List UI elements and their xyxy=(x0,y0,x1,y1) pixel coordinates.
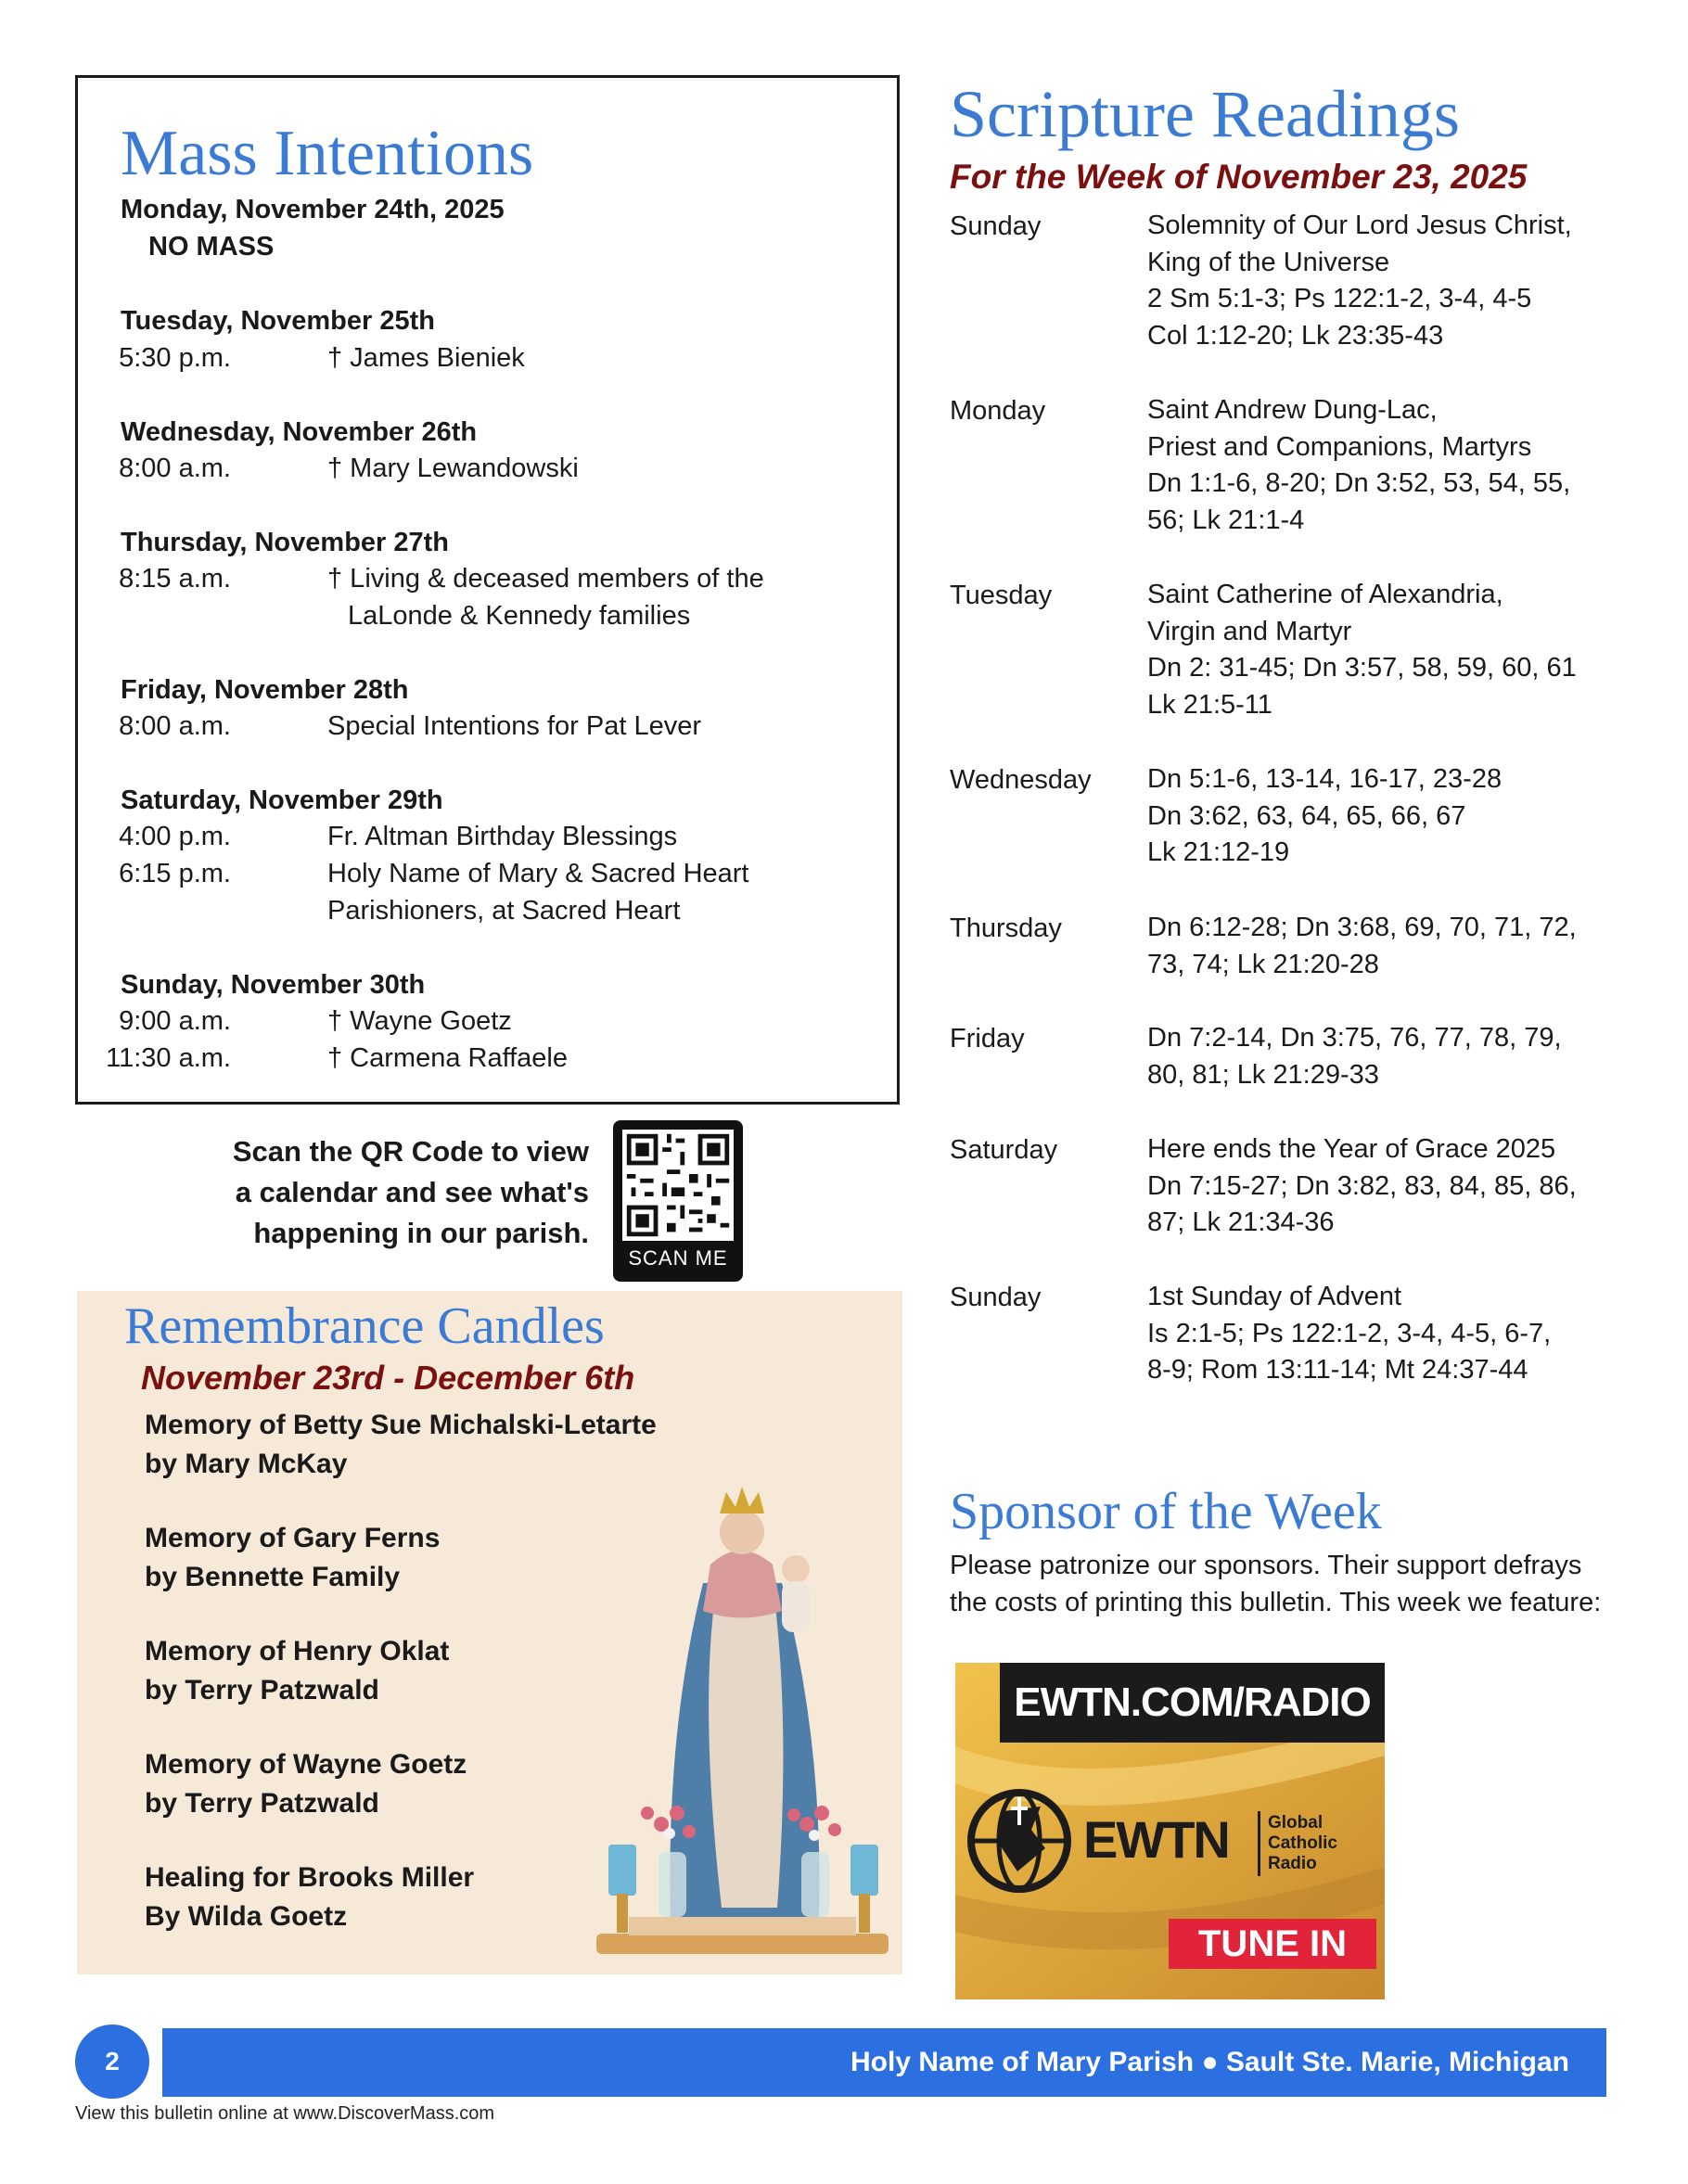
mass-time: 8:00 a.m. xyxy=(119,453,231,483)
mass-time: 6:15 p.m. xyxy=(119,859,231,888)
mass-intention: † Carmena Raffaele xyxy=(327,1043,569,1073)
reading-line: Lk 21:12-19 xyxy=(1147,837,1290,868)
scripture-day: Thursday xyxy=(950,913,1062,943)
scripture-day: Monday xyxy=(950,396,1046,426)
qr-scan-label: SCAN ME xyxy=(628,1246,728,1270)
mass-day-heading: Sunday, November 30th xyxy=(121,970,426,1000)
candle-memory: Memory of Betty Sue Michalski-Letarte xyxy=(145,1410,657,1440)
reading-line: 2 Sm 5:1-3; Ps 122:1-2, 3-4, 4-5 xyxy=(1147,284,1532,314)
reading-line: 1st Sunday of Advent xyxy=(1147,1282,1402,1311)
scripture-reading xyxy=(1147,1279,1551,1389)
scripture-reading xyxy=(1147,1020,1562,1093)
mass-intention: † Living & deceased members of the xyxy=(327,564,764,594)
madonna-statue-image xyxy=(592,1425,893,1963)
mass-time: 4:00 p.m. xyxy=(119,822,231,851)
reading-line: Dn 3:62, 63, 64, 65, 66, 67 xyxy=(1147,800,1466,831)
reading-line: Dn 2: 31-45; Dn 3:57, 58, 59, 60, 61 xyxy=(1147,653,1577,683)
footer-parish: Holy Name of Mary Parish ● Sault Ste. Marie, Michigan xyxy=(850,2047,1569,2077)
candle-memory: Memory of Wayne Goetz xyxy=(145,1749,467,1780)
reading-line: Dn 5:1-6, 13-14, 16-17, 23-28 xyxy=(1147,764,1503,794)
reading-line: 8-9; Rom 13:11-14; Mt 24:37-44 xyxy=(1147,1355,1528,1386)
reading-line: Lk 21:5-11 xyxy=(1147,690,1272,721)
scripture-day: Wednesday xyxy=(950,765,1092,795)
online-note: View this bulletin online at www.DiscoverMass.com xyxy=(75,2103,495,2124)
mass-day-heading: Tuesday, November 25th xyxy=(121,306,435,336)
reading-line: Saint Andrew Dung-Lac, xyxy=(1147,395,1438,425)
reading-line: 73, 74; Lk 21:20-28 xyxy=(1147,949,1379,979)
mass-day-heading: Friday, November 28th xyxy=(121,675,409,705)
candle-memory: Healing for Brooks Miller xyxy=(145,1862,475,1893)
candles-dates: November 23rd - December 6th xyxy=(141,1359,635,1397)
candle-donor: by Mary McKay xyxy=(145,1449,348,1479)
mass-intention: † Wayne Goetz xyxy=(327,1006,512,1036)
scripture-reading xyxy=(1147,208,1572,355)
scripture-day: Tuesday xyxy=(950,581,1053,610)
scripture-day: Sunday xyxy=(950,1283,1042,1312)
reading-line: Virgin and Martyr xyxy=(1147,616,1352,646)
reading-line: Dn 7:15-27; Dn 3:82, 83, 84, 85, 86, xyxy=(1147,1170,1577,1201)
ad-tag-line: Radio xyxy=(1268,1854,1317,1873)
mass-day-heading: Wednesday, November 26th xyxy=(121,417,478,447)
ad-tag-line: Global xyxy=(1268,1813,1324,1833)
mass-intention: Holy Name of Mary & Sacred Heart xyxy=(327,859,749,888)
mass-time: 11:30 a.m. xyxy=(106,1043,231,1073)
ewtn-radio-ad[interactable] xyxy=(955,1663,1385,1999)
ad-tagline xyxy=(1268,1813,1337,1874)
qr-code-badge[interactable] xyxy=(613,1120,743,1282)
mass-time: 5:30 p.m. xyxy=(119,343,231,373)
scripture-reading xyxy=(1147,910,1577,983)
reading-line: 80, 81; Lk 21:29-33 xyxy=(1147,1059,1379,1090)
scripture-reading xyxy=(1147,577,1577,724)
mass-time: 8:15 a.m. xyxy=(119,564,231,594)
candle-memory: Memory of Henry Oklat xyxy=(145,1636,450,1667)
reading-line: Dn 7:2-14, Dn 3:75, 76, 77, 78, 79, xyxy=(1147,1023,1562,1053)
sponsor-text: Please patronize our sponsors. Their support defrays the costs of printing this bulletin. This week we feature: xyxy=(950,1551,1602,1617)
scripture-day: Saturday xyxy=(950,1135,1058,1165)
reading-line: Here ends the Year of Grace 2025 xyxy=(1147,1134,1556,1164)
ad-tag-line: Catholic xyxy=(1268,1833,1337,1853)
mass-intention: Fr. Altman Birthday Blessings xyxy=(327,822,678,851)
qr-caption-line: a calendar and see what's xyxy=(235,1176,589,1208)
mass-intention: † Mary Lewandowski xyxy=(327,453,579,483)
mass-time: 9:00 a.m. xyxy=(119,1006,231,1036)
ad-divider xyxy=(1258,1811,1260,1876)
page-number: 2 xyxy=(75,2024,149,2099)
scripture-reading xyxy=(1147,1131,1577,1242)
scripture-week: For the Week of November 23, 2025 xyxy=(950,158,1528,196)
reading-line: Priest and Companions, Martyrs xyxy=(1147,431,1532,462)
mass-day-heading: Monday, November 24th, 2025 xyxy=(121,195,505,224)
candles-title: Remembrance Candles xyxy=(124,1297,605,1355)
scripture-reading xyxy=(1147,392,1570,540)
mass-time: 8:00 a.m. xyxy=(119,711,231,741)
mass-intention: † James Bieniek xyxy=(327,343,525,373)
qr-caption xyxy=(148,1131,589,1254)
candle-donor: By Wilda Goetz xyxy=(145,1901,348,1932)
reading-line: Dn 6:12-28; Dn 3:68, 69, 70, 71, 72, xyxy=(1147,913,1577,942)
mass-intention: Special Intentions for Pat Lever xyxy=(327,711,702,741)
reading-line: Saint Catherine of Alexandria, xyxy=(1147,580,1503,609)
candle-donor: by Bennette Family xyxy=(145,1562,401,1592)
remembrance-candles-panel xyxy=(77,1291,902,1974)
footer-bar xyxy=(162,2028,1606,2097)
globe-icon xyxy=(966,1788,1073,1895)
ad-banner-text: EWTN.COM/RADIO xyxy=(1014,1680,1371,1725)
ad-brand: EWTN xyxy=(1083,1810,1229,1869)
scripture-reading xyxy=(1147,761,1502,872)
reading-line: Solemnity of Our Lord Jesus Christ, xyxy=(1147,211,1572,240)
reading-line: 56; Lk 21:1-4 xyxy=(1147,505,1305,536)
candle-donor: by Terry Patzwald xyxy=(145,1788,379,1819)
qr-caption-line: happening in our parish. xyxy=(253,1217,589,1249)
reading-line: Is 2:1-5; Ps 122:1-2, 3-4, 4-5, 6-7, xyxy=(1147,1318,1552,1348)
scripture-title: Scripture Readings xyxy=(950,77,1460,151)
mass-intention-continued: LaLonde & Kennedy families xyxy=(348,601,691,631)
reading-line: Dn 1:1-6, 8-20; Dn 3:52, 53, 54, 55, xyxy=(1147,468,1571,499)
mass-intentions-box xyxy=(75,75,900,1105)
tune-in-button[interactable]: TUNE IN xyxy=(1169,1919,1376,1969)
mass-day-heading: Thursday, November 27th xyxy=(121,528,450,557)
scripture-day: Friday xyxy=(950,1024,1025,1054)
mass-intention-continued: Parishioners, at Sacred Heart xyxy=(327,896,681,926)
candle-donor: by Terry Patzwald xyxy=(145,1675,379,1705)
reading-line: 87; Lk 21:34-36 xyxy=(1147,1207,1335,1238)
sponsor-title: Sponsor of the Week xyxy=(950,1483,1382,1540)
mass-day-heading: Saturday, November 29th xyxy=(121,785,443,815)
qr-code-icon xyxy=(622,1130,734,1241)
mass-intentions-title: Mass Intentions xyxy=(121,118,534,189)
mass-no-mass-note: NO MASS xyxy=(148,232,275,262)
candle-memory: Memory of Gary Ferns xyxy=(145,1523,441,1553)
ad-banner xyxy=(1000,1663,1385,1743)
scripture-day: Sunday xyxy=(950,211,1042,241)
reading-line: Col 1:12-20; Lk 23:35-43 xyxy=(1147,321,1444,351)
reading-line: King of the Universe xyxy=(1147,247,1390,277)
qr-caption-line: Scan the QR Code to view xyxy=(232,1135,589,1168)
